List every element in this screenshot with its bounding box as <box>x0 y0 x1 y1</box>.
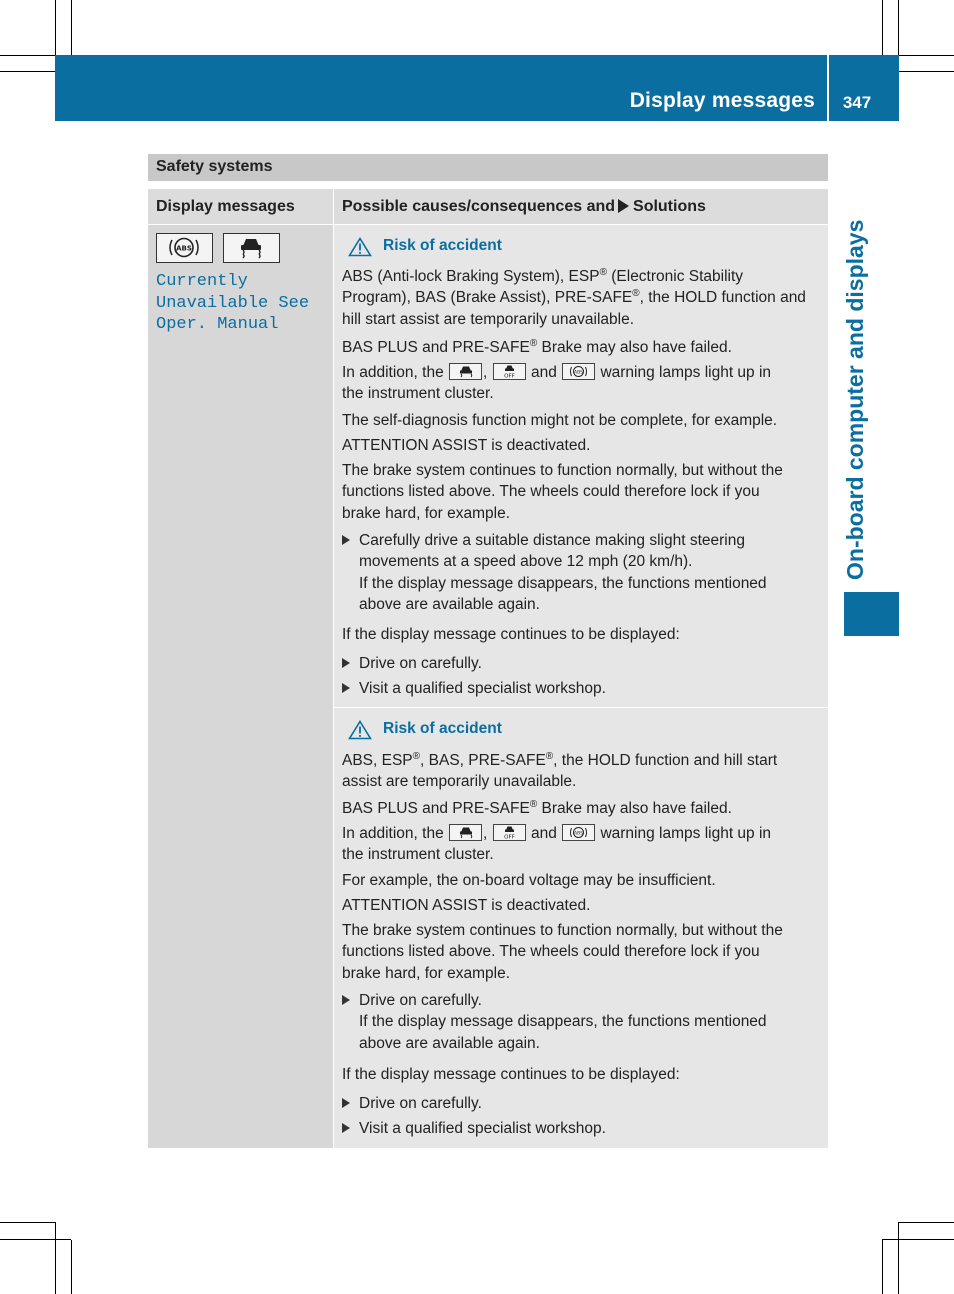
esp-lamp-icon <box>449 363 482 380</box>
step-text: Drive on carefully. <box>359 1095 482 1112</box>
text: Brake may also have failed. <box>537 800 732 817</box>
warning-triangle-icon <box>348 237 372 257</box>
crop-mark <box>0 1222 55 1223</box>
text: the instrument cluster. <box>342 846 494 864</box>
text: Program), BAS (Brake Assist), PRE-SAFE <box>342 289 633 307</box>
crop-mark <box>899 1222 954 1223</box>
crop-mark <box>0 71 55 72</box>
crop-mark <box>71 0 72 55</box>
esp-off-lamp-icon <box>493 363 526 380</box>
display-message-text <box>156 271 309 336</box>
text: brake hard, for example. <box>342 504 511 522</box>
column-header-display-messages: Display messages <box>156 198 295 215</box>
text: BAS PLUS and PRE-SAFE <box>342 339 530 356</box>
page-number: 347 <box>842 93 872 112</box>
text: Carefully drive a suitable distance making slight steering <box>359 532 745 549</box>
section-heading <box>148 154 828 181</box>
paragraph <box>342 460 826 524</box>
bullet-arrow-icon <box>342 1098 350 1108</box>
text: , the HOLD function and <box>639 289 806 307</box>
crop-mark <box>55 0 56 55</box>
text: and <box>530 364 557 381</box>
text: ABS, ESP <box>342 752 413 769</box>
text: and <box>530 825 557 842</box>
text: above are available again. <box>359 595 540 613</box>
abs-lamp-icon <box>562 824 595 841</box>
registered-mark: ® <box>632 288 640 300</box>
crop-mark <box>882 1239 954 1240</box>
paragraph <box>342 920 826 984</box>
crop-mark <box>882 0 883 55</box>
step-text <box>359 530 829 615</box>
svg-text:OFF: OFF <box>503 834 515 840</box>
text: The brake system continues to function normally, but without the <box>342 462 783 479</box>
text: (Electronic Stability <box>606 268 744 285</box>
text: BAS PLUS and PRE-SAFE <box>342 800 530 817</box>
registered-mark: ® <box>529 798 538 810</box>
bullet-arrow-icon <box>342 1123 350 1133</box>
text: hill start assist are temporarily unavailable. <box>342 310 635 328</box>
crop-mark <box>899 71 954 72</box>
esp-off-lamp-icon <box>493 824 526 841</box>
text: In addition, the <box>342 364 444 381</box>
step-text <box>359 990 829 1054</box>
paragraph <box>342 823 826 866</box>
paragraph <box>342 362 826 405</box>
crop-mark <box>898 1222 899 1294</box>
registered-mark: ® <box>412 750 421 762</box>
paragraph: The self-diagnosis function might not be complete, for example. <box>342 412 778 429</box>
crop-mark <box>0 55 55 56</box>
text: functions listed above. The wheels could therefore lock if you <box>342 943 760 961</box>
paragraph <box>342 750 826 793</box>
crop-mark <box>899 55 954 56</box>
text: , BAS, PRE-SAFE <box>420 752 546 769</box>
header-text: Possible causes/consequences and <box>342 198 616 215</box>
text: warning lamps light up in <box>600 364 772 381</box>
registered-mark: ® <box>545 750 554 762</box>
crop-mark <box>882 1240 883 1294</box>
step-text: Visit a qualified specialist workshop. <box>359 680 606 697</box>
svg-text:OFF: OFF <box>503 373 515 379</box>
step-text: Visit a qualified specialist workshop. <box>359 1120 606 1137</box>
step-text: Drive on carefully. <box>359 655 482 672</box>
paragraph: If the display message continues to be displayed: <box>342 1066 680 1083</box>
bullet-arrow-icon <box>342 658 350 668</box>
text: The brake system continues to function normally, but without the <box>342 922 783 939</box>
column-divider <box>333 189 334 224</box>
crop-mark <box>898 0 899 55</box>
message-line: Unavailable See <box>156 293 310 313</box>
warning-title: Risk of accident <box>383 237 502 254</box>
svg-text:ABS: ABS <box>574 370 584 376</box>
page-title: Display messages <box>629 89 815 112</box>
text: If the display message disappears, the functions mentioned <box>359 574 767 592</box>
text: , <box>483 364 488 381</box>
section-title: Safety systems <box>156 158 273 175</box>
esp-warning-icon <box>223 233 280 263</box>
bullet-arrow-icon <box>342 535 350 545</box>
crop-mark <box>55 1222 56 1294</box>
paragraph <box>342 337 826 358</box>
paragraph: ATTENTION ASSIST is deactivated. <box>342 897 591 914</box>
warning-triangle-icon <box>348 720 372 740</box>
message-line: Currently <box>156 272 248 291</box>
warning-title: Risk of accident <box>383 720 502 737</box>
text: , <box>483 825 488 842</box>
text: assist are temporarily unavailable. <box>342 773 577 791</box>
message-line: Oper. Manual <box>156 315 279 334</box>
table-header <box>148 189 828 224</box>
chapter-side-title: On-board computer and displays <box>842 219 868 580</box>
arrow-right-icon <box>618 199 629 213</box>
paragraph <box>342 266 826 330</box>
registered-mark: ® <box>599 266 607 278</box>
text: In addition, the <box>342 825 444 842</box>
abs-lamp-icon <box>562 363 595 380</box>
solution-cell-1 <box>334 225 828 707</box>
crop-mark <box>0 1239 71 1240</box>
page-header <box>55 55 899 121</box>
registered-mark: ® <box>529 337 538 349</box>
solution-cell-2 <box>334 708 828 1148</box>
header-text: Solutions <box>633 198 706 215</box>
text: warning lamps light up in <box>600 825 772 842</box>
crop-mark <box>71 1240 72 1294</box>
display-message-cell <box>148 225 333 1148</box>
paragraph: ATTENTION ASSIST is deactivated. <box>342 437 591 454</box>
column-header-solutions <box>342 198 706 216</box>
svg-text:ABS: ABS <box>176 244 192 253</box>
svg-text:ABS: ABS <box>574 831 584 837</box>
paragraph: For example, the on-board voltage may be insufficient. <box>342 872 716 889</box>
text: functions listed above. The wheels could therefore lock if you <box>342 483 760 501</box>
text: above are available again. <box>359 1034 540 1052</box>
text: , the HOLD function and hill start <box>553 752 778 769</box>
abs-warning-icon <box>156 233 213 263</box>
text: Brake may also have failed. <box>537 339 732 356</box>
chapter-tab-marker <box>844 592 899 636</box>
esp-lamp-icon <box>449 824 482 841</box>
text: brake hard, for example. <box>342 964 511 982</box>
text: ABS (Anti-lock Braking System), ESP <box>342 268 600 285</box>
text: If the display message disappears, the functions mentioned <box>359 1013 767 1031</box>
text: Drive on carefully. <box>359 992 482 1009</box>
text: the instrument cluster. <box>342 385 494 403</box>
text: movements at a speed above 12 mph (20 km/h). <box>359 553 693 571</box>
paragraph <box>342 798 826 819</box>
bullet-arrow-icon <box>342 995 350 1005</box>
bullet-arrow-icon <box>342 683 350 693</box>
paragraph: If the display message continues to be displayed: <box>342 626 680 643</box>
